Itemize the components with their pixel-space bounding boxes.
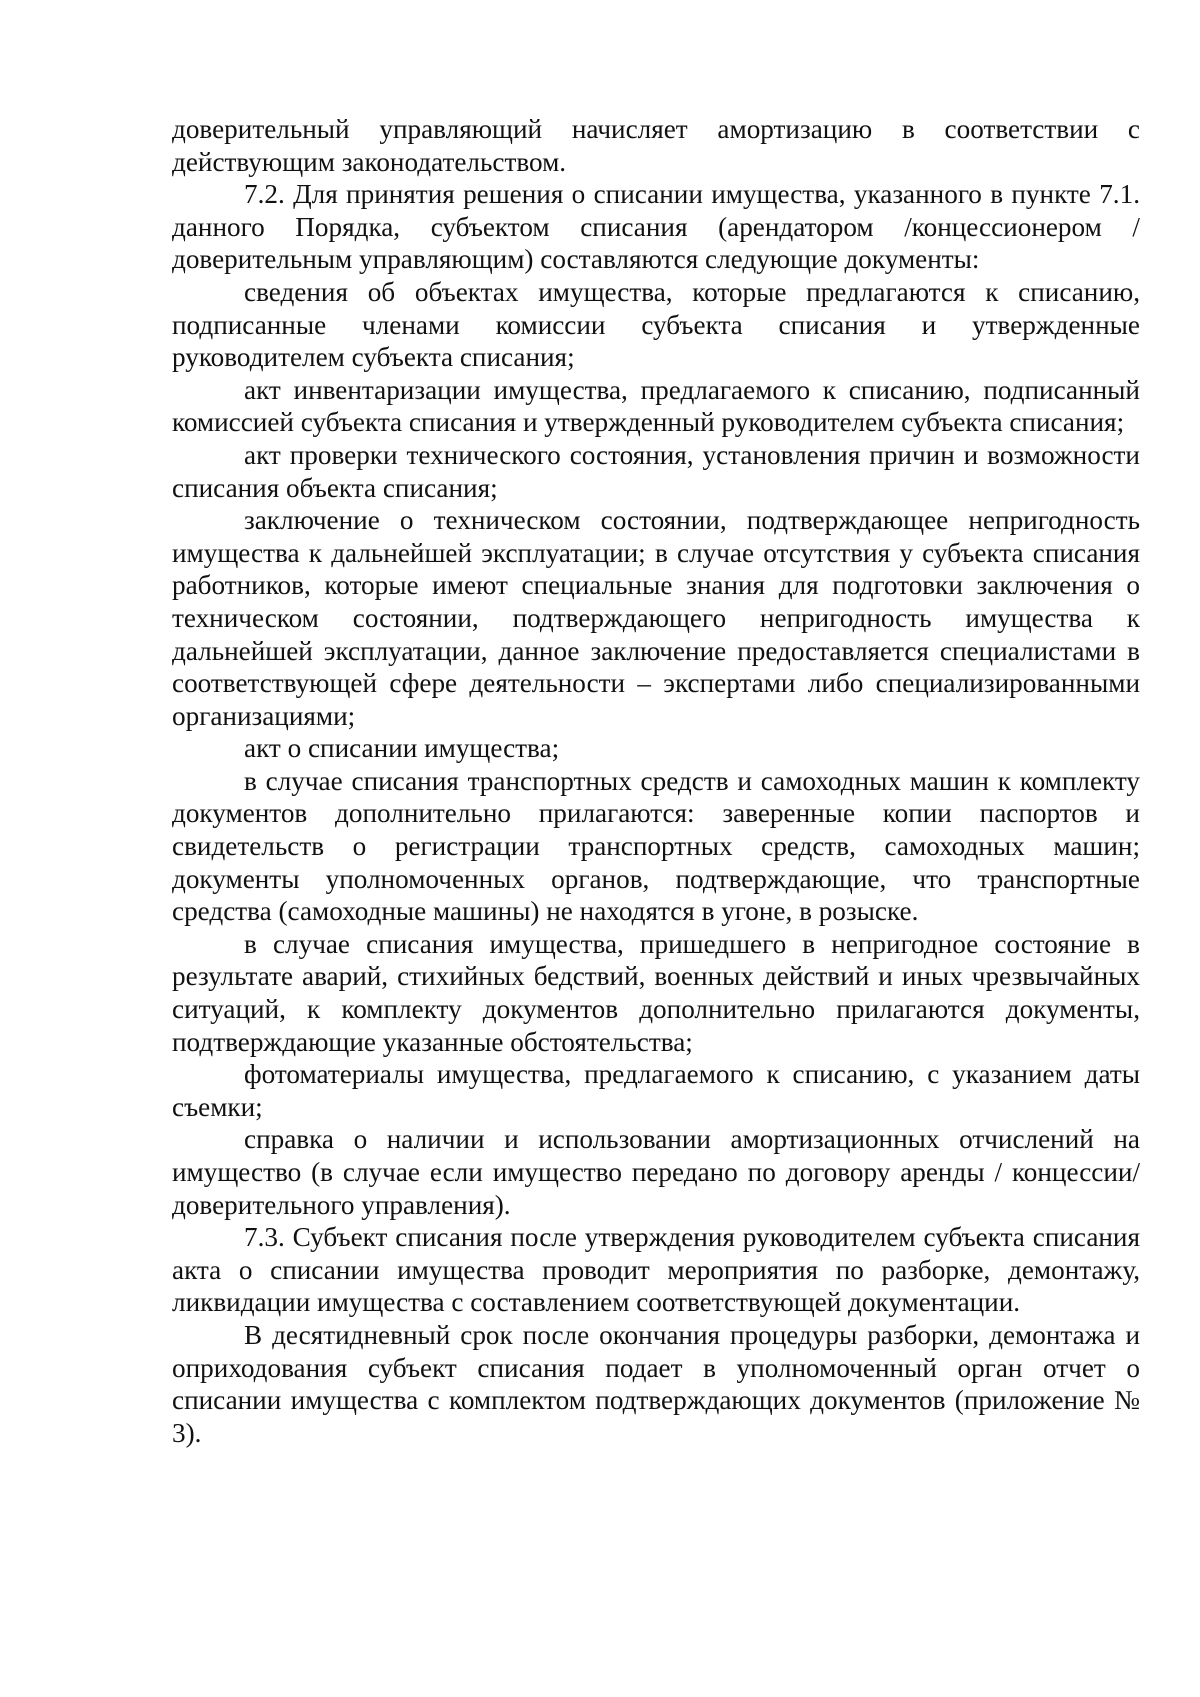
paragraph-amortization-tail: доверительный управляющий начисляет амортизацию в соответствии с действующим законодательством.	[172, 114, 1140, 177]
paragraph-7-3: 7.3. Субъект списания после утверждения руководителем субъекта списания акта о списании имущества проводит мероприятия по разборке, демонтажу, ликвидации имущества с составлением соответствующей документации.	[172, 1222, 1140, 1318]
paragraph-inventory-act: акт инвентаризации имущества, предлагаемого к списанию, подписанный комиссией субъекта списания и утвержденный руководителем субъекта списания;	[172, 374, 1140, 438]
paragraph-report-deadline: В десятидневный срок после окончания процедуры разборки, демонтажа и оприходования субъект списания подает в уполномоченный орган отчет о списании имущества с комплектом подтверждающих документов (приложение № 3).	[172, 1319, 1140, 1448]
paragraph-7-2: 7.2. Для принятия решения о списании имущества, указанного в пункте 7.1. данного Порядка, субъектом списания (арендатором /концессионером / доверительным управляющим) составляются следующие документы:	[172, 179, 1140, 275]
paragraph-amortization-certificate: справка о наличии и использовании амортизационных отчислений на имущество (в случае если имущество передано по договору аренды / концессии/ доверительного управления).	[172, 1124, 1140, 1220]
paragraph-objects-info: сведения об объектах имущества, которые предлагаются к списанию, подписанные членами комиссии субъекта списания и утвержденные руководителем субъекта списания;	[172, 276, 1140, 373]
paragraph-technical-check-act: акт проверки технического состояния, установления причин и возможности списания объекта списания;	[172, 439, 1140, 503]
document-body	[172, 113, 1140, 1449]
paragraph-technical-conclusion: заключение о техническом состоянии, подтверждающее непригодность имущества к дальнейшей эксплуатации; в случае отсутствия у субъекта списания работников, которые имеют специальные знания для подготовки заключения о техническом состоянии, подтверждающего непригодность имущества к дальнейшей эксплуатации, данное заключение предоставляется специалистами в соответствующей сфере деятельности – экспертами либо специализированными организациями;	[172, 505, 1140, 731]
paragraph-emergencies: в случае списания имущества, пришедшего в непригодное состояние в результате аварий, стихийных бедствий, военных действий и иных чрезвычайных ситуаций, к комплекту документов дополнительно прилагаются документы, подтверждающие указанные обстоятельства;	[172, 928, 1140, 1057]
paragraph-vehicles: в случае списания транспортных средств и самоходных машин к комплекту документов дополнительно прилагаются: заверенные копии паспортов и свидетельств о регистрации транспортных средств, самоходных машин; документы уполномоченных органов, подтверждающие, что транспортные средства (самоходные машины) не находятся в угоне, в розыске.	[172, 765, 1140, 927]
paragraph-photo-materials: фотоматериалы имущества, предлагаемого к списанию, с указанием даты съемки;	[172, 1059, 1140, 1122]
paragraph-write-off-act: акт о списании имущества;	[244, 733, 560, 764]
